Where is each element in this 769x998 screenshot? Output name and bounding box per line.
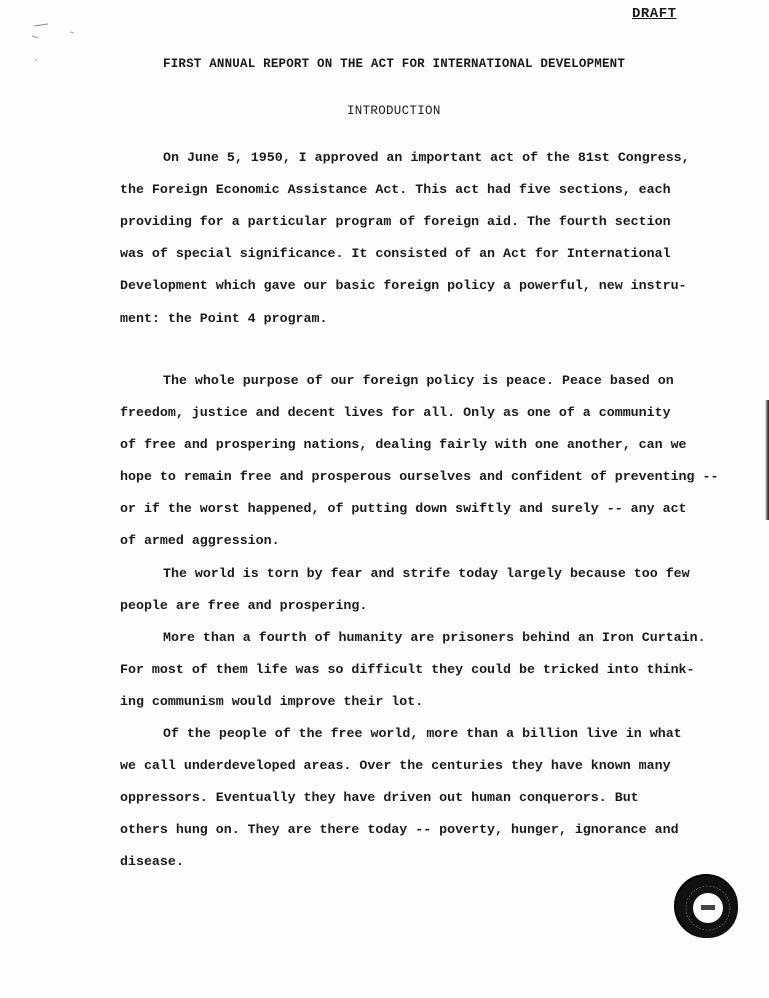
body-line: of free and prospering nations, dealing fairly with one another, can we bbox=[120, 437, 687, 452]
body-line: The world is torn by fear and strife today largely because too few bbox=[163, 566, 690, 581]
body-line: others hung on. They are there today -- poverty, hunger, ignorance and bbox=[120, 822, 679, 837]
body-line: ing communism would improve their lot. bbox=[120, 694, 424, 709]
body-line: we call underdeveloped areas. Over the centuries they have known many bbox=[120, 758, 671, 773]
section-heading: INTRODUCTION bbox=[347, 104, 441, 118]
body-line: the Foreign Economic Assistance Act. This act had five sections, each bbox=[120, 182, 671, 197]
draft-label: DRAFT bbox=[632, 6, 677, 22]
body-line: hope to remain free and prosperous ourselves and confident of preventing -- bbox=[120, 469, 719, 484]
page-edge-shadow bbox=[765, 400, 769, 520]
report-title: FIRST ANNUAL REPORT ON THE ACT FOR INTERNATIONAL DEVELOPMENT bbox=[163, 57, 626, 71]
body-line: disease. bbox=[120, 854, 184, 869]
library-stamp bbox=[674, 874, 738, 938]
body-line: More than a fourth of humanity are prisoners behind an Iron Curtain. bbox=[163, 630, 706, 645]
body-line: On June 5, 1950, I approved an important act of the 81st Congress, bbox=[163, 150, 690, 165]
body-line: providing for a particular program of foreign aid. The fourth section bbox=[120, 214, 671, 229]
body-line: oppressors. Eventually they have driven out human conquerors. But bbox=[120, 790, 639, 805]
body-line: Of the people of the free world, more than a billion live in what bbox=[163, 726, 682, 741]
body-line: of armed aggression. bbox=[120, 533, 280, 548]
stamp-seal-graphic bbox=[676, 876, 740, 940]
body-line: was of special significance. It consisted of an Act for International bbox=[120, 246, 671, 261]
margin-marks bbox=[30, 20, 90, 75]
body-line: people are free and prospering. bbox=[120, 598, 368, 613]
body-line: or if the worst happened, of putting down swiftly and surely -- any act bbox=[120, 501, 687, 516]
body-line: freedom, justice and decent lives for all. Only as one of a community bbox=[120, 405, 671, 420]
body-line: The whole purpose of our foreign policy is peace. Peace based on bbox=[163, 373, 674, 388]
body-line: Development which gave our basic foreign policy a powerful, new instru- bbox=[120, 278, 687, 293]
body-line: ment: the Point 4 program. bbox=[120, 311, 328, 326]
body-line: For most of them life was so difficult they could be tricked into think- bbox=[120, 662, 695, 677]
